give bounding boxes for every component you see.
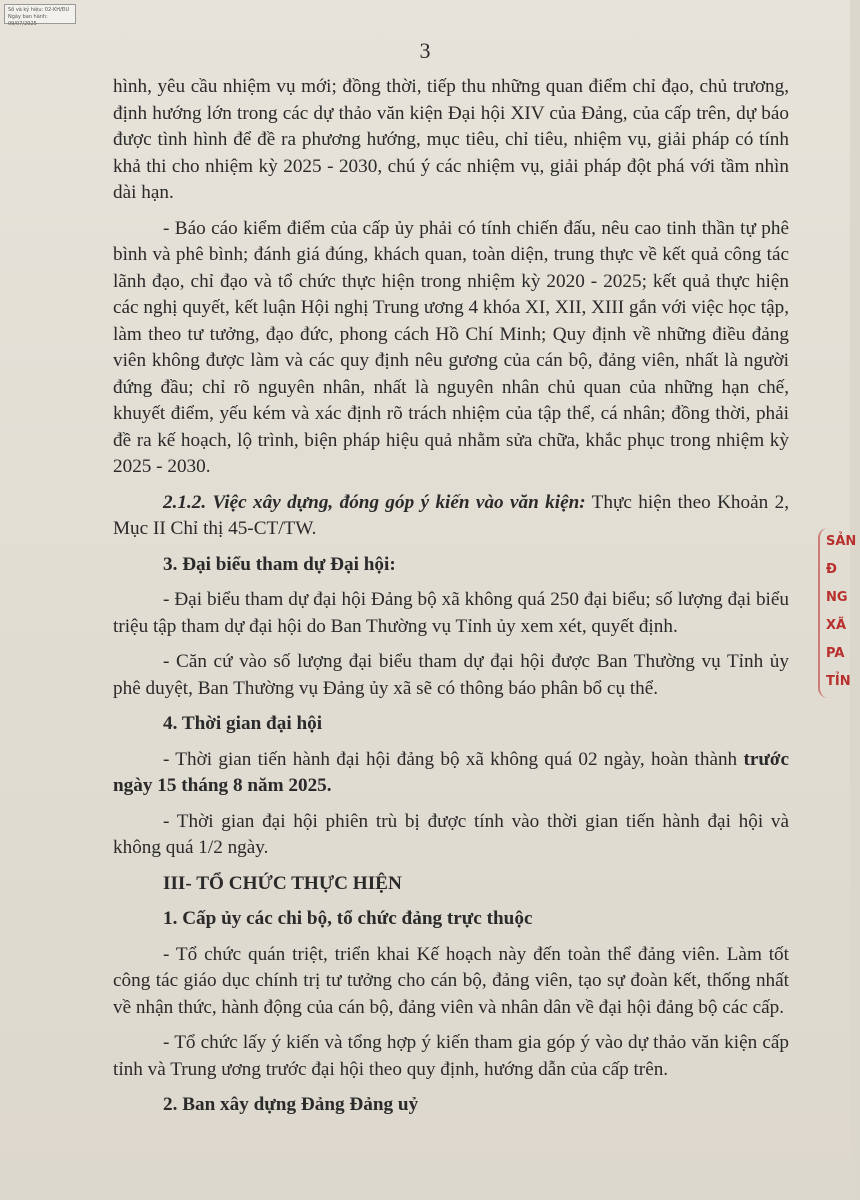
- body-paragraph: [113, 587, 789, 640]
- seal-text: NG: [826, 590, 848, 605]
- document-info-stamp: [4, 4, 76, 27]
- text-segment: - Tổ chức lấy ý kiến và tổng hợp ý kiến tham gia góp ý vào dự thảo văn kiện cấp tỉnh và Trung ương trước đại hội theo quy định, hướng dẫn của cấp trên.: [113, 1032, 789, 1080]
- section-heading: [113, 711, 789, 738]
- text-segment: trước ngày 15 tháng 8 năm 2025.: [113, 748, 789, 796]
- seal-text: SẢN: [826, 534, 857, 549]
- document-body: [113, 74, 789, 1128]
- body-paragraph: [113, 747, 789, 800]
- text-segment: III- TỔ CHỨC THỰC HIỆN: [163, 872, 402, 894]
- section-heading: [113, 1092, 789, 1119]
- text-segment: - Thời gian tiến hành đại hội đảng bộ xã không quá 02 ngày, hoàn thành: [163, 748, 744, 770]
- body-paragraph: [113, 490, 789, 543]
- seal-text: TỈN: [826, 674, 851, 689]
- text-segment: - Thời gian đại hội phiên trù bị được tính vào thời gian tiến hành đại hội và không quá 1/2 ngày.: [113, 810, 789, 858]
- text-segment: - Căn cứ vào số lượng đại biểu tham dự đại hội được Ban Thường vụ Tỉnh ủy phê duyệt, Ban Thường vụ Đảng ủy xã sẽ có thông báo phân bổ cụ thể.: [113, 651, 789, 699]
- body-paragraph: [113, 942, 789, 1022]
- body-paragraph: [113, 216, 789, 481]
- text-segment: 3. Đại biểu tham dự Đại hội:: [163, 553, 396, 575]
- text-segment: 1. Cấp ủy các chi bộ, tổ chức đảng trực thuộc: [163, 908, 533, 929]
- seal-text: XÃ: [826, 618, 847, 633]
- text-segment: - Tổ chức quán triệt, triển khai Kế hoạch này đến toàn thể đảng viên. Làm tốt công tác giáo dục chính trị tư tưởng cho cán bộ, đảng viên, tạo sự đoàn kết, thống nhất về nhận thức, hành động của cán bộ, đảng viên và nhân dân về đại hội đảng bộ các cấp.: [113, 943, 789, 1018]
- body-paragraph: [113, 74, 789, 207]
- section-heading: [113, 871, 789, 898]
- text-segment: 4. Thời gian đại hội: [163, 713, 323, 734]
- text-segment: 2. Ban xây dựng Đảng Đảng uỷ: [163, 1094, 419, 1115]
- body-paragraph: [113, 649, 789, 702]
- issue-date: Ngày ban hành: 09/07/2025: [8, 14, 48, 27]
- seal-text: PA: [826, 646, 845, 661]
- document-number: Số và ký hiệu: 02-KH/ĐU: [8, 7, 70, 13]
- page-number: 3: [419, 38, 431, 63]
- text-segment: - Báo cáo kiểm điểm của cấp ủy phải có tính chiến đấu, nêu cao tinh thần tự phê bình và phê bình; đánh giá đúng, khách quan, toàn diện, trung thực về kết quả công tác lãnh đạo, chỉ đạo và tổ chức thực hiện trong nhiệm kỳ 2020 - 2025; kết quả thực hiện các nghị quyết, kết luận Hội nghị Trung ương 4 khóa XI, XII, XIII gắn với việc học tập, làm theo tư tưởng, đạo đức, phong cách Hồ Chí Minh; Quy định về những điều đảng viên không được làm và các quy định nêu gương của cán bộ, đảng viên, nhất là người đứng đầu; chỉ rõ nguyên nhân, nhất là nguyên nhân chủ quan của những hạn chế, khuyết điểm, yếu kém và xác định rõ trách nhiệm của tập thể, cá nhân; đồng thời, phải đề ra kế hoạch, lộ trình, biện pháp hiệu quả nhằm sửa chữa, khắc phục trong nhiệm kỳ 2025 - 2030.: [113, 217, 789, 477]
- red-seal-fragment: [818, 528, 860, 698]
- body-paragraph: [113, 809, 789, 862]
- section-heading: [113, 552, 789, 579]
- text-segment: 2.1.2. Việc xây dựng, đóng góp ý kiến vào văn kiện:: [163, 491, 586, 513]
- section-heading: [113, 906, 789, 933]
- text-segment: hình, yêu cầu nhiệm vụ mới; đồng thời, tiếp thu những quan điểm chỉ đạo, chủ trương, định hướng lớn trong các dự thảo văn kiện Đại hội XIV của Đảng, của cấp trên, dự báo được tình hình để đề ra phương hướng, mục tiêu, chỉ tiêu, nhiệm vụ, giải pháp có tính khả thi cho nhiệm kỳ 2025 - 2030, chú ý các nhiệm vụ, giải pháp đột phá với tầm nhìn dài hạn.: [113, 76, 789, 203]
- text-segment: - Đại biểu tham dự đại hội Đảng bộ xã không quá 250 đại biểu; số lượng đại biểu triệu tập tham dự đại hội do Ban Thường vụ Tỉnh ủy xem xét, quyết định.: [113, 589, 789, 637]
- text-segment: Thực hiện theo Khoản 2, Mục II Chỉ thị 45-CT/TW.: [113, 491, 789, 539]
- seal-text: Đ: [826, 562, 837, 577]
- body-paragraph: [113, 1030, 789, 1083]
